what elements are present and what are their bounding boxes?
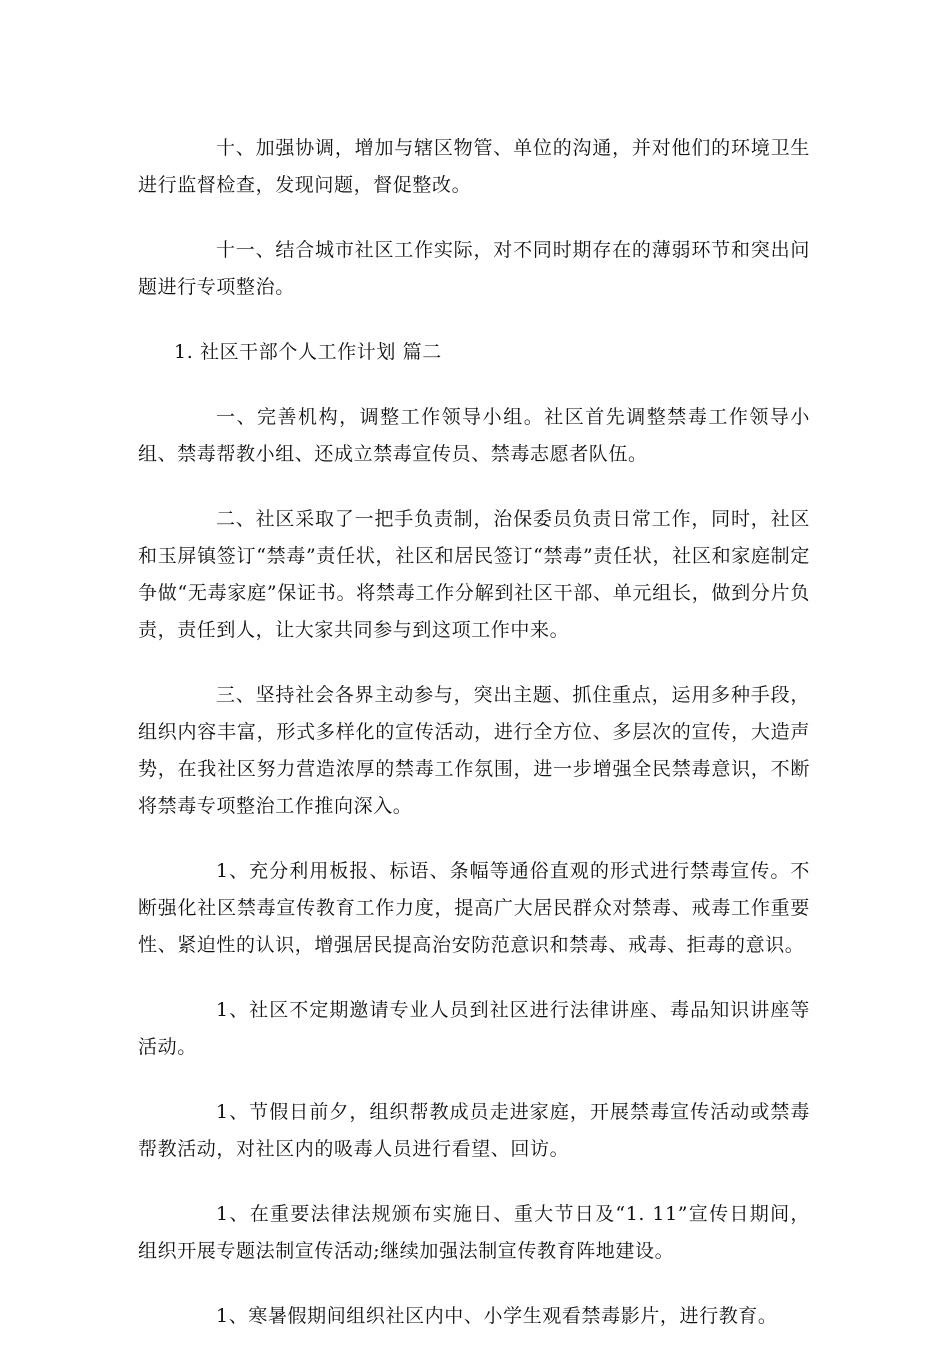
paragraph: 十、加强协调，增加与辖区物管、单位的沟通，并对他们的环境卫生进行监督检查，发现问题，督促整改。: [138, 137, 810, 196]
paragraph: 1、社区不定期邀请专业人员到社区进行法律讲座、毒品知识讲座等活动。: [138, 999, 810, 1058]
paragraph: 1、在重要法律法规颁布实施日、重大节日及“1. 11”宣传日期间，组织开展专题法制宣传活动;继续加强法制宣传教育阵地建设。: [138, 1203, 810, 1262]
paragraph: 1、充分利用板报、标语、条幅等通俗直观的形式进行禁毒宣传。不断强化社区禁毒宣传教育工作力度，提高广大居民群众对禁毒、戒毒工作重要性、紧迫性的认识，增强居民提高治安防范意识和禁毒、戒毒、拒毒的意识。: [138, 860, 810, 956]
paragraph: 二、社区采取了一把手负责制，治保委员负责日常工作，同时，社区和玉屏镇签订“禁毒”责任状，社区和居民签订“禁毒”责任状，社区和家庭制定争做“无毒家庭”保证书。将禁毒工作分解到社区干部、单元组长，做到分片负责，责任到人，让大家共同参与到这项工作中来。: [138, 508, 810, 641]
section-heading: 1. 社区干部个人工作计划 篇二: [174, 341, 442, 363]
paragraph: 一、完善机构，调整工作领导小组。社区首先调整禁毒工作领导小组、禁毒帮教小组、还成立禁毒宣传员、禁毒志愿者队伍。: [138, 406, 810, 465]
paragraph: 1、节假日前夕，组织帮教成员走进家庭，开展禁毒宣传活动或禁毒帮教活动，对社区内的吸毒人员进行看望、回访。: [138, 1101, 810, 1160]
document-body: [138, 130, 810, 1363]
paragraph: 1、寒暑假期间组织社区内中、小学生观看禁毒影片，进行教育。: [216, 1305, 778, 1327]
paragraph: 十一、结合城市社区工作实际，对不同时期存在的薄弱环节和突出问题进行专项整治。: [138, 239, 810, 298]
paragraph: 三、坚持社会各界主动参与，突出主题、抓住重点，运用多种手段，组织内容丰富，形式多样化的宣传活动，进行全方位、多层次的宣传，大造声势，在我社区努力营造浓厚的禁毒工作氛围，进一步增强全民禁毒意识，不断将禁毒专项整治工作推向深入。: [138, 684, 810, 817]
